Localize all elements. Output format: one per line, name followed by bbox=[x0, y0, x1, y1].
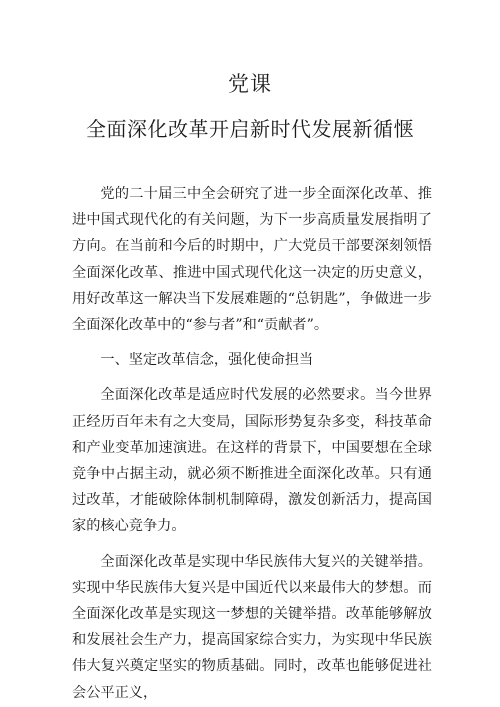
paragraph-intro: 党的二十届三中全会研究了进一步全面深化改革、推进中国式现代化的有关问题，为下一步高质量发展指明了方向。在当前和今后的时期中，广大党员干部要深刻领悟全面深化改革、推进中国式现代化这一决定的历史意义，用好改革这一解决当下发展难题的“总钥匙”，争做进一步全面深化改革中的“参与者”和“贡献者”。 bbox=[72, 186, 432, 334]
paragraph-rejuvenation: 全面深化改革是实现中华民族伟大复兴的关键举措。实现中华民族伟大复兴是中国近代以来最伟大的梦想。而全面深化改革是实现这一梦想的关键举措。改革能够解放和发展社会生产力，提高国家综合实力，为实现中华民族伟大复兴奠定坚实的物质基础。同时，改革也能够促进社会公平正义， bbox=[72, 553, 432, 701]
document-title: 党课 bbox=[228, 72, 272, 96]
section-heading-1: 一、坚定改革信念，强化使命担当 bbox=[100, 352, 314, 369]
paragraph-reform-necessity: 全面深化改革是适应时代发展的必然要求。当今世界正经历百年未有之大变局，国际形势复杂多变，科技革命和产业变革加速演进。在这样的背景下，中国要想在全球竞争中占据主动，就必须不断推进全面深化改革。只有通过改革，才能破除体制机制障碍，激发创新活力，提高国家的核心竞争力。 bbox=[72, 387, 432, 535]
document-body bbox=[72, 181, 432, 706]
document-subtitle: 全面深化改革开启新时代发展新循惬 bbox=[86, 117, 414, 141]
